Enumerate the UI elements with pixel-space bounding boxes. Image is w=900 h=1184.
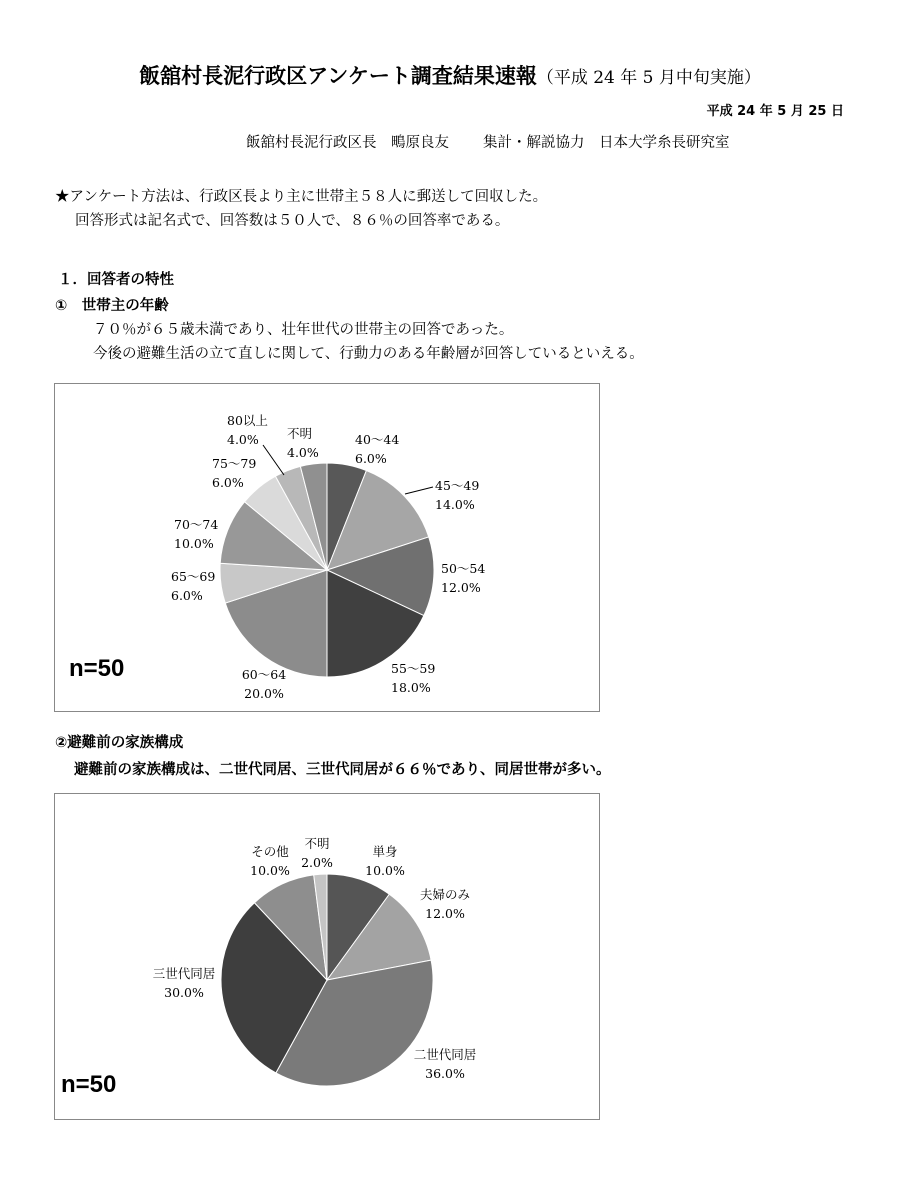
age-chart-n-label: n=50 [69, 655, 125, 682]
intro-method [55, 185, 547, 233]
slice-label-1-7: 70～74 10.0% [174, 517, 219, 551]
family-chart-n-label: n=50 [61, 1071, 117, 1098]
section-heading: １．回答者の特性 [58, 272, 174, 288]
document-title [0, 60, 900, 90]
slice-label-1-6: 65～69 6.0% [171, 569, 216, 603]
author-line [246, 131, 730, 152]
slice-label-1-4: 55～59 18.0% [391, 661, 436, 695]
slice-label-2-1: 単身 10.0% [365, 844, 405, 878]
slice-label-2-5: その他 10.0% [250, 844, 290, 878]
title-main: 飯舘村長泥行政区アンケート調査結果速報 [139, 64, 537, 88]
age-pie-chart-box [54, 383, 600, 712]
report-date: 平成 24 年 5 月 25 日 [706, 104, 844, 119]
slice-label-1-10: 不明 4.0% [287, 426, 319, 460]
slice-label-1-3: 50～54 12.0% [441, 561, 486, 595]
leader-line-1-9 [263, 445, 284, 475]
subsection-heading-family: ②避難前の家族構成 [55, 735, 184, 751]
slice-label-1-2: 45～49 14.0% [435, 478, 480, 512]
family-pie-chart-box [54, 793, 600, 1120]
age-description-line-1: ７０％が６５歳未満であり、壮年世代の世帯主の回答であった。 [93, 322, 514, 338]
author-left: 飯舘村長泥行政区長 鴫原良友 [246, 135, 449, 151]
slice-label-1-5: 60～64 20.0% [241, 667, 287, 701]
family-description: 避難前の家族構成は、二世代同居、三世代同居が６６％であり、同居世帯が多い。 [74, 762, 611, 778]
intro-line-1: ★アンケート方法は、行政区長より主に世帯主５８人に郵送して回収した。 [55, 189, 548, 205]
age-pie-chart [55, 384, 599, 711]
age-description-line-2: 今後の避難生活の立て直しに関して、行動力のある年齢層が回答しているといえる。 [93, 346, 644, 362]
age-description [93, 318, 644, 366]
subsection-heading-age: ① 世帯主の年齢 [55, 298, 169, 314]
family-pie-chart [55, 794, 599, 1119]
slice-label-2-2: 夫婦のみ 12.0% [419, 887, 471, 921]
slice-label-1-1: 40～44 6.0% [355, 432, 400, 466]
slice-label-2-3: 二世代同居 36.0% [413, 1047, 477, 1081]
intro-line-2: 回答形式は記名式で、回答数は５０人で、８６％の回答率である。 [75, 213, 510, 229]
title-sub: （平成 24 年 5 月中旬実施） [536, 68, 761, 88]
slice-label-2-6: 不明 2.0% [301, 836, 333, 870]
slice-label-1-8: 75～79 6.0% [212, 456, 257, 490]
leader-line-1-2 [405, 487, 433, 494]
slice-label-2-4: 三世代同居 30.0% [152, 966, 216, 1000]
slice-label-1-9: 80以上 4.0% [227, 413, 268, 447]
author-right: 集計・解説協力 日本大学糸長研究室 [483, 135, 730, 151]
